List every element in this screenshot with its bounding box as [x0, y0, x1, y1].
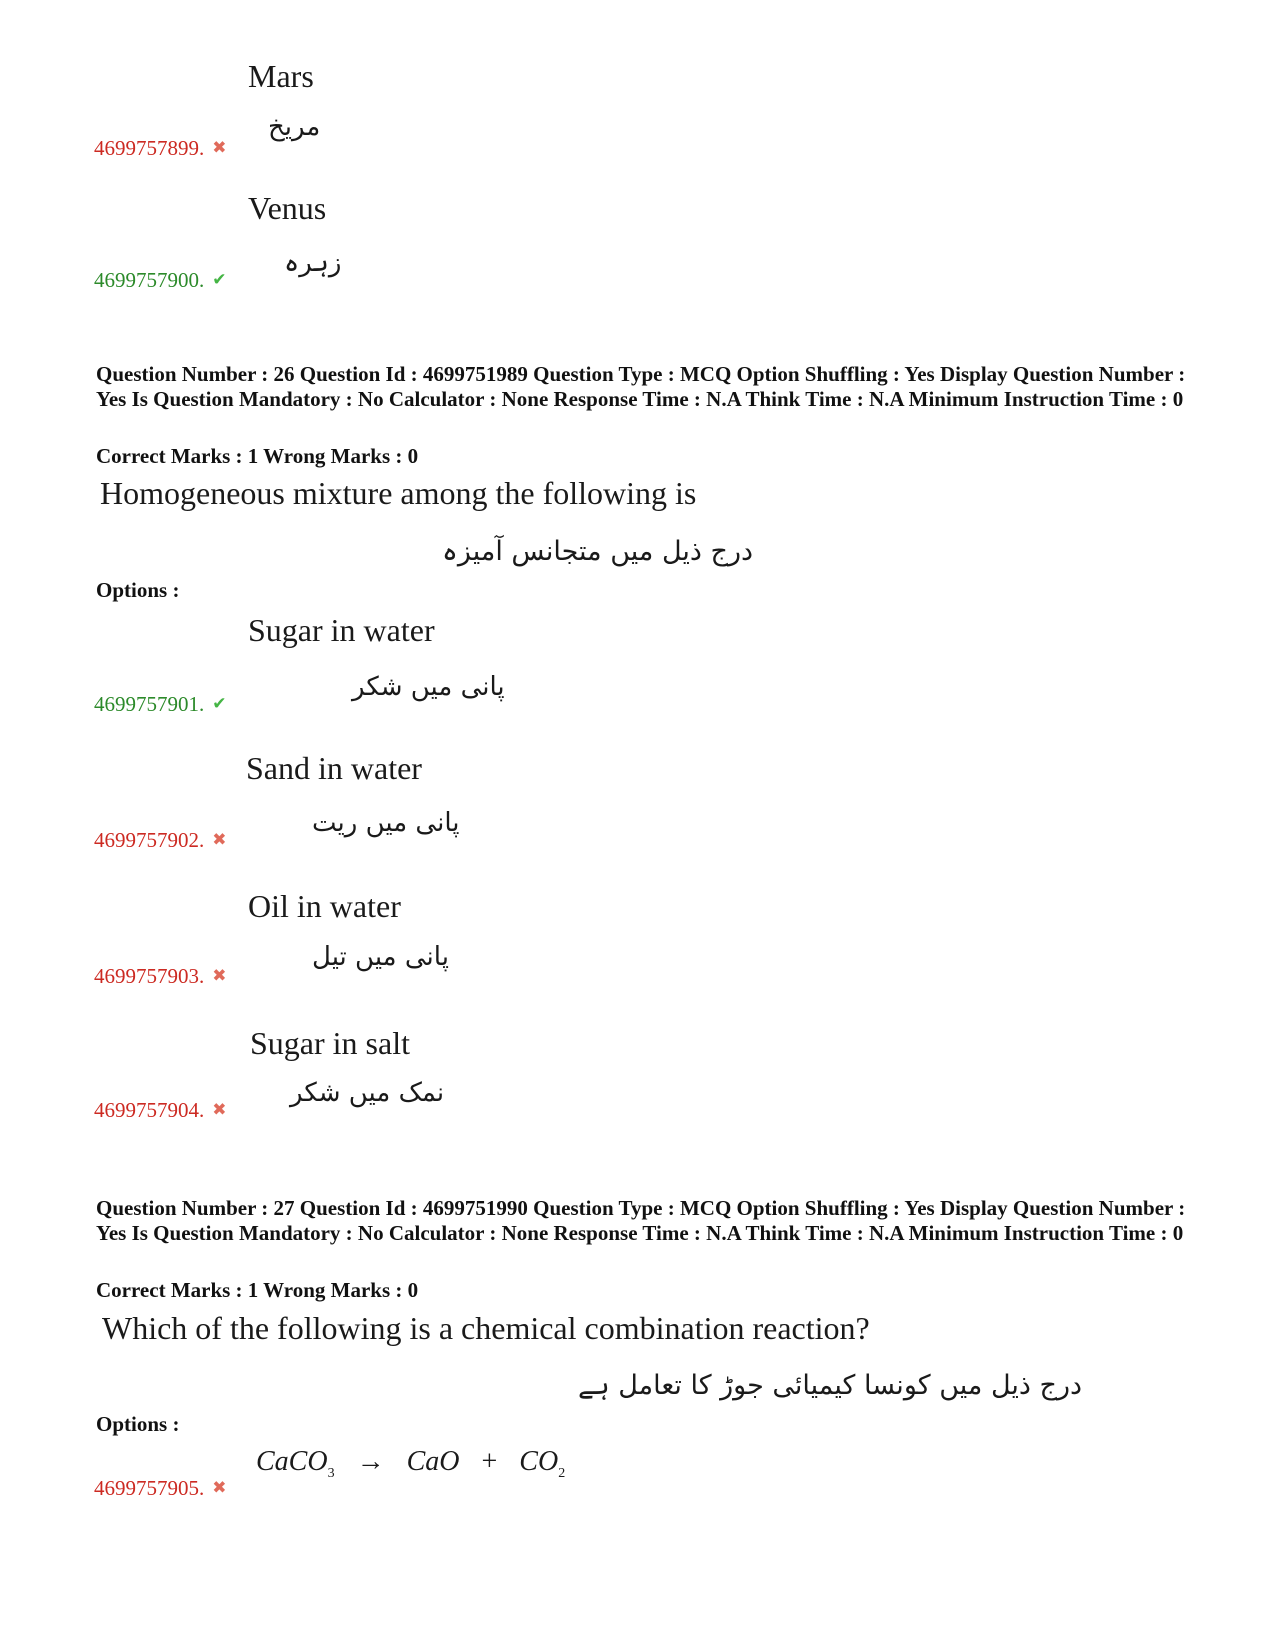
option-text-ur: نمک میں شکر — [290, 1078, 445, 1108]
option-id — [94, 964, 227, 989]
option-id-text: 4699757901. — [94, 692, 205, 716]
option-text-en: Venus — [248, 190, 327, 226]
correct-mark-icon: ✔ — [212, 694, 227, 714]
option-text-en: Mars — [248, 58, 314, 94]
wrong-mark-icon: ✖ — [212, 1478, 227, 1498]
question-text-en: Homogeneous mixture among the following is — [100, 475, 697, 511]
reactant-formula: CaCO — [256, 1446, 328, 1477]
option-text-ur: پانی میں ریت — [312, 808, 460, 838]
reactant-subscript: 3 — [327, 1466, 335, 1481]
option-text-en: Sugar in salt — [250, 1025, 410, 1061]
plus-sign: + — [481, 1446, 498, 1477]
option-id — [94, 1476, 227, 1501]
product-formula: CO — [519, 1446, 559, 1477]
wrong-mark-icon: ✖ — [212, 830, 227, 850]
chemical-equation — [256, 1446, 565, 1482]
option-text-en: Oil in water — [248, 888, 401, 924]
product-subscript: 2 — [558, 1466, 566, 1481]
option-text-en: Sugar in water — [248, 612, 435, 648]
option-text-en: Sand in water — [246, 750, 422, 786]
option-id-text: 4699757904. — [94, 1098, 205, 1122]
option-id — [94, 136, 227, 161]
option-text-ur: زہرہ — [284, 248, 342, 278]
question-meta: Question Number : 27 Question Id : 4699751990 Question Type : MCQ Option Shuffling : Yes Display Question Number : Yes Is Question Mandatory : No Calculator : None Response Time : N.A Think Time : N.A Minimum Instruction Time : 0 — [96, 1196, 1186, 1245]
question-text-ur: درج ذیل میں متجانس آمیزہ — [442, 536, 754, 567]
option-id — [94, 1098, 227, 1123]
reaction-arrow: → — [356, 1446, 385, 1477]
question-text-en: Which of the following is a chemical combination reaction? — [102, 1310, 870, 1346]
correct-mark-icon: ✔ — [212, 270, 227, 290]
options-label: Options : — [96, 1412, 180, 1436]
question-marks: Correct Marks : 1 Wrong Marks : 0 — [96, 1278, 419, 1302]
option-text-ur: مریخ — [268, 112, 321, 142]
question-meta: Question Number : 26 Question Id : 4699751989 Question Type : MCQ Option Shuffling : Yes Display Question Number : Yes Is Question Mandatory : No Calculator : None Response Time : N.A Think Time : N.A Minimum Instruction Time : 0 — [96, 362, 1186, 411]
question-text-ur: درج ذیل میں کونسا کیمیائی جوڑ کا تعامل ہے — [578, 1370, 1083, 1401]
product-formula: CaO — [406, 1446, 460, 1477]
option-id — [94, 828, 227, 853]
option-id-text: 4699757903. — [94, 964, 205, 988]
option-id — [94, 692, 227, 717]
options-label: Options : — [96, 578, 180, 602]
wrong-mark-icon: ✖ — [212, 966, 227, 986]
option-id — [94, 268, 227, 293]
option-id-text: 4699757900. — [94, 268, 205, 292]
option-id-text: 4699757905. — [94, 1476, 205, 1500]
wrong-mark-icon: ✖ — [212, 138, 227, 158]
option-text-ur: پانی میں شکر — [352, 672, 505, 702]
question-marks: Correct Marks : 1 Wrong Marks : 0 — [96, 444, 419, 468]
option-text-ur: پانی میں تیل — [312, 942, 449, 972]
option-id-text: 4699757899. — [94, 136, 205, 160]
option-id-text: 4699757902. — [94, 828, 205, 852]
wrong-mark-icon: ✖ — [212, 1100, 227, 1120]
